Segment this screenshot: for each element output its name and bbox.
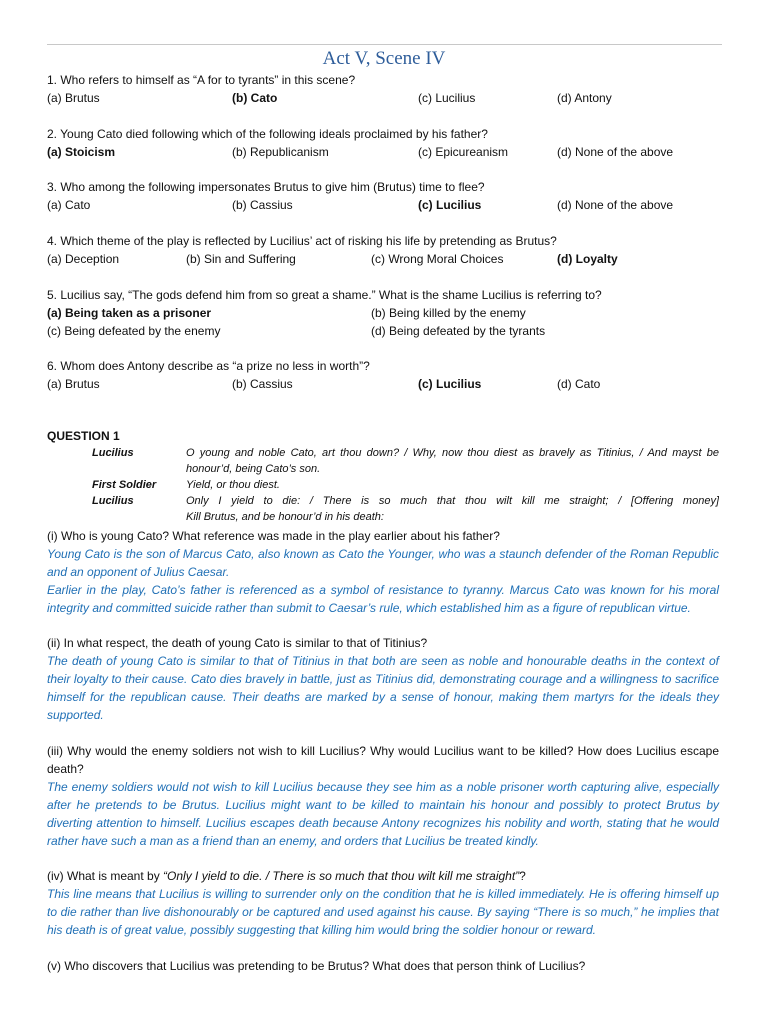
mcq-option: (a) Cato [47,198,91,212]
subquestion: (i) Who is young Cato? What reference was made in the play earlier about his father? [47,529,500,543]
mcq-option: (c) Epicureanism [418,145,509,159]
answer: The death of young Cato is similar to that of Titinius in that both are seen as noble and honourable deaths in the context of their loyalty to their cause. Cato dies bravely in battle, just as Titinius did, demonstrating courage and a willingness to sacrifice himself for the republican cause. Their deaths are marked by a sense of honour, making them martyrs for the ideals they supported. [47,654,719,722]
mcq-option: (d) None of the above [557,145,674,159]
header-rule [47,44,722,45]
subquestion [47,867,719,885]
mcq-option-correct: (a) Stoicism [47,145,116,159]
mcq-option: (d) Cato [557,377,601,391]
mcq-option: (a) Brutus [47,91,100,105]
mcq-question: 4. Which theme of the play is reflected by Lucilius’ act of risking his life by pretending as Brutus? [47,234,557,248]
mcq-option: (a) Brutus [47,377,100,391]
mcq-option: (d) None of the above [557,198,674,212]
mcq-option-correct: (b) Cato [232,91,278,105]
mcq-option-correct: (c) Lucilius [418,198,482,212]
mcq-option: (d) Being defeated by the tyrants [371,324,546,338]
subquestion: (v) Who discovers that Lucilius was pretending to be Brutus? What does that person think of Lucilius? [47,959,586,973]
subquestion-suffix: ? [519,869,526,883]
mcq-option: (b) Cassius [232,198,293,212]
answer: This line means that Lucilius is willing to surrender only on the condition that he is killed immediately. He is offering himself up to die rather than live dishonourably or be captured and used against his cause. By saying “There is so much,” he implies that his death is of great value, possibly suggesting that killing him would bring the soldier honour or reward. [47,887,719,937]
extract-speaker: First Soldier [92,479,157,491]
mcq-option: (b) Republicanism [232,145,329,159]
mcq-option-correct: (d) Loyalty [557,252,618,266]
mcq-option: (c) Being defeated by the enemy [47,324,221,338]
mcq-question: 6. Whom does Antony describe as “a prize no less in worth”? [47,359,370,373]
mcq-question: 1. Who refers to himself as “A for to tyrants” in this scene? [47,73,356,87]
mcq-option: (c) Lucilius [418,91,476,105]
mcq-option: (c) Wrong Moral Choices [371,252,504,266]
subquestion-prefix: (iv) What is meant by [47,869,164,883]
answer: Young Cato is the son of Marcus Cato, also known as Cato the Younger, who was a staunch defender of the Roman Republic and an opponent of Julius Caesar. [47,547,719,579]
mcq-option: (b) Being killed by the enemy [371,306,526,320]
mcq-option: (b) Cassius [232,377,293,391]
subquestion: (ii) In what respect, the death of young Cato is similar to that of Titinius? [47,636,428,650]
extract-line: Kill Brutus, and be honour’d in his death: [186,511,384,523]
answer: Earlier in the play, Cato’s father is referenced as a symbol of resistance to tyranny. Marcus Cato was known for his moral integrity and committed suicide rather than submit to Caesar’s rule, which established him as a figure of republican virtue. [47,583,719,615]
mcq-question: 5. Lucilius say, “The gods defend him from so great a shame.” What is the shame Lucilius is referring to? [47,288,602,302]
mcq-option-correct: (c) Lucilius [418,377,482,391]
extract-line: Yield, or thou diest. [186,479,280,491]
mcq-option: (d) Antony [557,91,612,105]
mcq-question: 3. Who among the following impersonates Brutus to give him (Brutus) time to flee? [47,180,485,194]
page-title: Act V, Scene IV [322,48,446,69]
extract-speaker: Lucilius [92,447,134,459]
subquestion: (iii) Why would the enemy soldiers not wish to kill Lucilius? Why would Lucilius want to be killed? How does Lucilius escape death? [47,744,719,776]
mcq-option: (b) Sin and Suffering [186,252,296,266]
extract-line: O young and noble Cato, art thou down? / Why, now thou diest as bravely as Titinius, / And mayst be [186,447,719,459]
mcq-option-correct: (a) Being taken as a prisoner [47,306,212,320]
mcq-question: 2. Young Cato died following which of the following ideals proclaimed by his father? [47,127,488,141]
subquestion-quote: “Only I yield to die. / There is so much that thou wilt kill me straight” [163,869,520,883]
extract-speaker: Lucilius [92,495,134,507]
extract-line: Only I yield to die: / There is so much that thou wilt kill me straight; / [Offering money] [186,495,719,507]
extract-line: honour’d, being Cato’s son. [186,463,321,475]
question-heading: QUESTION 1 [47,429,120,443]
answer: The enemy soldiers would not wish to kill Lucilius because they see him as a noble prisoner worth capturing alive, especially after he pretends to be Brutus. Lucilius might want to be killed to maintain his honour and possibly to protect Brutus by diverting attention to himself. Lucilius escapes death because Antony recognizes his nobility and worth, stating that he would rather have such a man as a friend than an enemy, and orders that Lucilius be treated kindly. [47,780,719,848]
mcq-option: (a) Deception [47,252,120,266]
